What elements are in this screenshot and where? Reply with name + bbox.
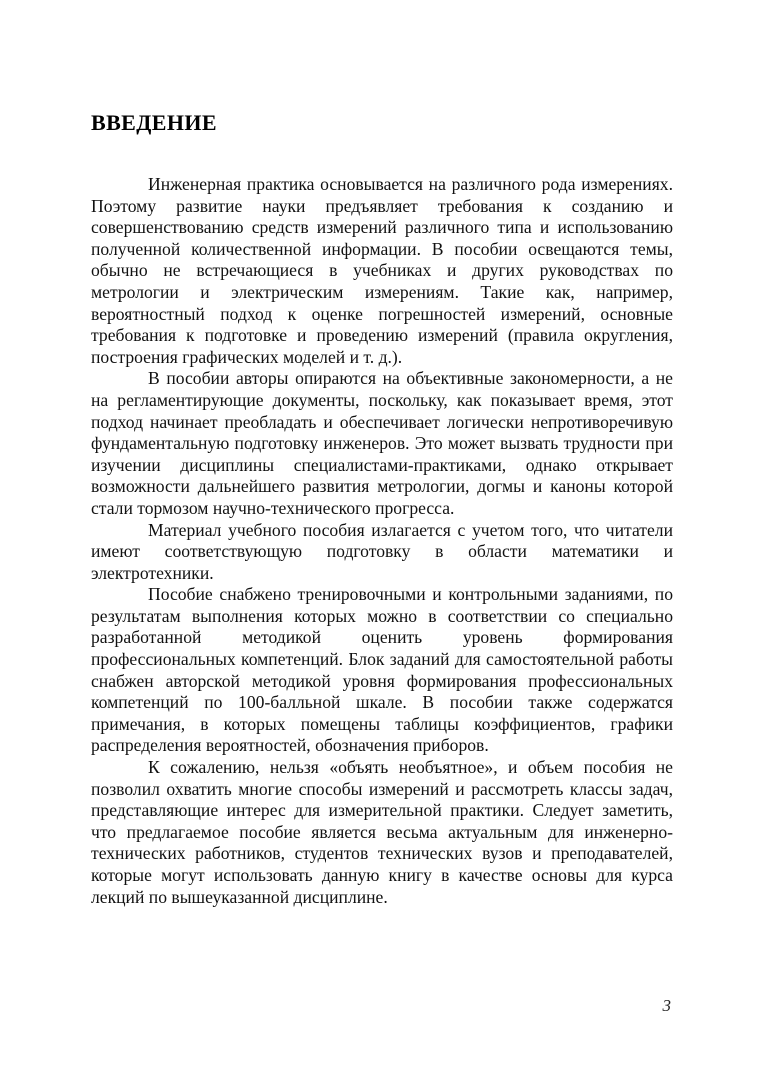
body-text xyxy=(91,174,673,908)
paragraph-2: В пособии авторы опираются на объективные закономерности, а не на регламентирующие документы, поскольку, как показывает время, этот подход начинает преобладать и обеспечивает логически непротиворечивую фундаментальную подготовку инженеров. Это может вызвать трудности при изучении дисциплины специалистами-практиками, однако открывает возможности дальнейшего развития метрологии, догмы и каноны которой стали тормозом научно-технического прогресса. xyxy=(91,368,673,518)
page-title: ВВЕДЕНИЕ xyxy=(91,110,217,135)
page-number: 3 xyxy=(662,996,671,1015)
paragraph-5: К сожалению, нельзя «объять необъятное», и объем пособия не позволил охватить многие способы измерений и рассмотреть классы задач, представляющие интерес для измерительной практики. Следует заметить, что предлагаемое пособие является весьма актуальным для инженерно-технических работников, студентов технических вузов и преподавателей, которые могут использовать данную книгу в качестве основы для курса лекций по вышеуказанной дисциплине. xyxy=(91,757,673,907)
paragraph-1: Инженерная практика основывается на различного рода измерениях. Поэтому развитие науки предъявляет требования к созданию и совершенствованию средств измерений различного типа и использованию полученной количественной информации. В пособии освещаются темы, обычно не встречающиеся в учебниках и других руководствах по метрологии и электрическим измерениям. Такие как, например, вероятностный подход к оценке погрешностей измерений, основные требования к подготовке и проведению измерений (правила округления, построения графических моделей и т. д.). xyxy=(91,174,673,367)
paragraph-3: Материал учебного пособия излагается с учетом того, что читатели имеют соответствующую подготовку в области математики и электротехники. xyxy=(91,519,673,583)
paragraph-4: Пособие снабжено тренировочными и контрольными заданиями, по результатам выполнения которых можно в соответствии со специально разработанной методикой оценить уровень формирования профессиональных компетенций. Блок заданий для самостоятельной работы снабжен авторской методикой уровня формирования профессиональных компетенций по 100-балльной шкале. В пособии также содержатся примечания, в которых помещены таблицы коэффициентов, графики распределения вероятностей, обозначения приборов. xyxy=(91,584,673,756)
